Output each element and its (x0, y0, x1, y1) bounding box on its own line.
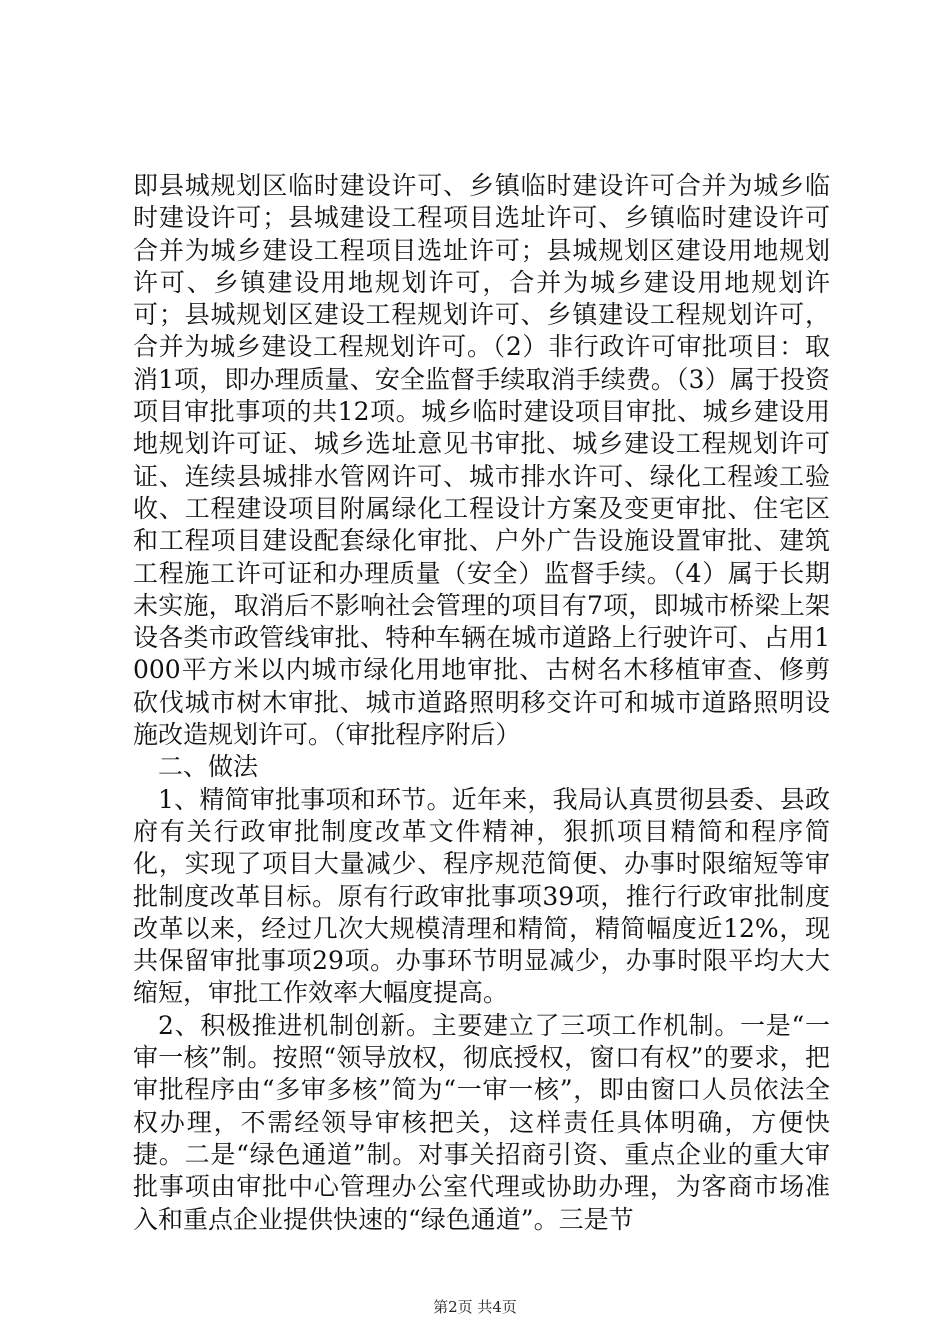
paragraph-simplify-approval: 1、精简审批事项和环节。近年来，我局认真贯彻县委、县政府有关行政审批制度改革文件精神，狠抓项目精简和程序简化，实现了项目大量减少、程序规范简便、办事时限缩短等审批制度改革目标。原有行政审批事项39项，推行行政审批制度改革以来，经过几次大规模清理和精简，精简幅度近12%，现共保留审批事项29项。办事环节明显减少，办事时限平均大大缩短，审批工作效率大幅度提高。 (133, 784, 830, 1008)
paragraph-approval-items: 即县城规划区临时建设许可、乡镇临时建设许可合并为城乡临时建设许可；县城建设工程项目选址许可、乡镇临时建设许可合并为城乡建设工程项目选址许可；县城规划区建设用地规划许可、乡镇建设用地规划许可，合并为城乡建设用地规划许可；县城规划区建设工程规划许可、乡镇建设工程规划许可，合并为城乡建设工程规划许可。（2）非行政许可审批项目：取消1项，即办理质量、安全监督手续取消手续费。（3）属于投资项目审批事项的共12项。城乡临时建设项目审批、城乡建设用地规划许可证、城乡选址意见书审批、城乡建设工程规划许可证、连续县城排水管网许可、城市排水许可、绿化工程竣工验收、工程建设项目附属绿化工程设计方案及变更审批、住宅区和工程项目建设配套绿化审批、户外广告设施设置审批、建筑工程施工许可证和办理质量（安全）监督手续。（4）属于长期未实施，取消后不影响社会管理的项目有7项，即城市桥梁上架设各类市政管线审批、特种车辆在城市道路上行驶许可、占用1000平方米以内城市绿化用地审批、古树名木移植审查、修剪砍伐城市树木审批、城市道路照明移交许可和城市道路照明设施改造规划许可。（审批程序附后） (133, 171, 830, 750)
paragraph-mechanism-innovation: 2、积极推进机制创新。主要建立了三项工作机制。一是“一审一核”制。按照“领导放权，彻底授权，窗口有权”的要求，把审批程序由“多审多核”简为“一审一核”，即由窗口人员依法全权办理，不需经领导审核把关，这样责任具体明确，方便快捷。二是“绿色通道”制。对事关招商引资、重点企业的重大审批事项由审批中心管理办公室代理或协助办理，为客商市场准入和重点企业提供快速的“绿色通道”。三是节 (133, 1010, 830, 1234)
page-number-footer: 第2页 共4页 (433, 1298, 517, 1316)
document-body (133, 170, 830, 1236)
section-heading-practice: 二、做法 (158, 752, 259, 782)
